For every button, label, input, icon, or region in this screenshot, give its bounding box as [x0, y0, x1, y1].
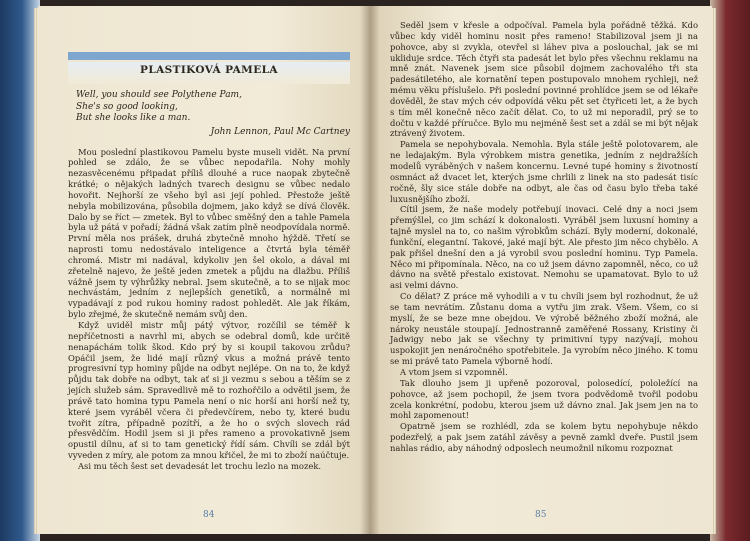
right-page [370, 6, 712, 534]
paragraph: Cítil jsem, že naše modely potřebují inovaci. Celé dny a noci jsem přemýšlel, co jim schází k dokonalosti. Vyráběl jsem luxusní hominy a tajně myslel na to, co našim výrobkům schází. Byly moderní, dokonalé, funkční, elegantní. Takové, jaké mají být. Ale přesto jim něco chybělo. A pak přišel dnešní den a já vyrobil svou poslední hominu. Typ Pamela. Něco mi připomínala. Něco, na co už jsem dávno zapomněl, něco, co už dávno na světě přestalo existovat. Nemohu se upamatovat. Bylo to už asi velmi dávno. [390, 204, 698, 291]
paragraph: Asi mu těch šest set devadesát let trochu lezlo na mozek. [78, 460, 322, 471]
paragraph: Tak dlouho jsem ji upřeně pozoroval, polosedící, pololežící na pohovce, až jsem pochopil, že jsem tvorа podvědomě tvořil podobu zcela konkrétní, podobu, kterou jsem už dávno znal. Jak jsem jen na to mohl zapomenout! [390, 377, 698, 421]
epigraph-line: Well, you should see Polythene Pam, [76, 90, 242, 100]
epigraph-author: John Lennon, Paul Mc Cartney [210, 126, 350, 137]
epigraph [76, 90, 350, 125]
book-cover-right [710, 0, 750, 541]
paragraph: Když uviděl mistr můj pátý výtvor, rozčílil se téměř k nepříčetnosti a navrhl mi, abych se odebral domů, kde určitě nenapáchám tolik škod. Kdo prý by si koupil takovou zrůdu? Opáčil jsem, že lidé mají různý vkus a možná právě tento progresivní typ hominy půjde na odbyt nejlépe. On na to, že když půjdu tak dobře na odbyt, tak ať si ji vezmu s sebou a těším se z jejích služeb sám. Spravedlivě mě to rozhořčilo a odvětil jsem, že právě tato homina typu Pamela není o nic horší ani horší než ty, které jsem vyráběl včera či předevčírem, nebo ty, které budu tvořit zítra, případně pozítří, a že ho o svých slovech rád přesvědčím. Hodil jsem si ji přes rameno a provokativně jsem opustil dílnu, ať si to tam genetický řídí sám. Chvíli se zdál být vyveden z míry, ale potom za mnou křičel, že mi to zboží naúčtuje. [68, 320, 350, 461]
chapter-title: PLASTIKOVÁ PAMELA [140, 64, 278, 76]
book-gutter-shadow [360, 6, 380, 534]
paragraph: Seděl jsem v křesle a odpočíval. Pamela byla pořádně těžká. Kdo vůbec kdy viděl hominu nosit přes rameno! Stabilizoval jsem ji na pohovce, aby si zvykla, otevřel si láhev piva a poslouchal, jak se mi ukliduje srdce. Těch čtyři sta padesát let bylo přes všechnu reklamu na mně znát. Navenek jsem sice působil dojmem zachovalého tři sta padesátiletého, ale kornatění tepen postupovalo mnohem rychleji, než mému věku příslušelo. Při poslední povinné prohlídce jsem se od lékaře dověděl, že stav mých cév odpovídá věku pět set čtyřiceti let, a že bych s tím měl konečně něco začít dělat. Co, to už mi neporadil, prý se to dočtu v každé příručce. Bylo mu nejméně šest set a zdál se mi být nějak ztrávený životem. [390, 20, 698, 139]
paragraph: Co dělat? Z práce mě vyhodili a v tu chvíli jsem byl rozhodnut, že už se tam nevrátím. Zůstanu doma a vytřu jim zrak. Všem. Všem, co si myslí, že se beze mne obejdou. Ve výrobě běžného zboží možná, ale nároky neustále stoupají. Jednostranně zaměřené Rossany, Kristiny či Jadwigy nebo jak se všechny ty primitivní typy nazývají, mohou uspokojit jen nenáročného spotřebitele. Ja vyrobím něco jiného. K tomu se mi právě tato Pamela výborně hodí. [390, 291, 698, 367]
paragraph: Mou poslední plastikovou Pamelu byste museli vidět. Na první pohled se zdálo, že se vůbec nepodařila. Nohy mohly nezasvěcenému připadat příliš dlouhé a ruce naopak zbytečně krátké; o nějakých ladných tvarech designu se vůbec nedalo hovořit. Nejhorší ze všeho byl asi její pohled. Přestože ještě nebyla mobilizována, působila dojmem, jako když se dívá člověk. Dalo by se říct — zmetek. Byl to vůbec směšný den a tahle Pamela byla už pátá v pořadí; žádná však zatím plně neodpovídala normě. První měla nos prášek, druhá zbytečně mnoho hýždě. Třetí se naprosti tomu nedostávalo inteligence a čtvrtá byla téměř chromá. Mistr mi nadával, kdykoliv jen šel okolo, a dával mi zřetelně najevo, že ještě jeden zmetek a půjdu na dlažbu. Příliš vážně jsem ty výhrůžky nebral. Jsem skutečně, a to se nijak moc nechvástám, jedním z nejlepších genetiků, a normálně mi vypadávají z pod rukou hominy radost pohledět. Ale jak říkám, bylo zřejmé, že skutečně nemám svůj den. [68, 146, 350, 320]
left-page [38, 6, 370, 534]
page-number: 84 [203, 510, 215, 520]
page-number: 85 [535, 510, 547, 520]
paragraph: Opatrně jsem se rozhlédl, zda se kolem bytu nepohybuje někdo podezřelý, a pak jsem zatáhl závěsy a pevně zamkl dveře. Pustil jsem nahlas rádio, aby náhodný odposlech neumožnil nikomu rozpoznat [390, 421, 698, 453]
paragraph: Pamela se nepohybovala. Nemohla. Byla stále ještě polotovarem, ale ne ledajakým. Byla výrobkem mistra genetika, jedním z nejdražších modelů vyráběných v našem koncernu. Levné tupé hominy s životností osmnáct až dvacet let, kterých jsme chrlili z linek na sto padesát tisíc ročně, šly sice stále dobře na odbyt, ale čas od času bylo třeba také luxusnějšího zboží. [390, 139, 698, 204]
chapter-header-band [68, 52, 350, 60]
paragraph: A vtom jsem si vzpomněl. [400, 367, 508, 377]
epigraph-line: She's so good looking, [76, 101, 178, 112]
epigraph-line: But she looks like a man. [76, 113, 191, 123]
